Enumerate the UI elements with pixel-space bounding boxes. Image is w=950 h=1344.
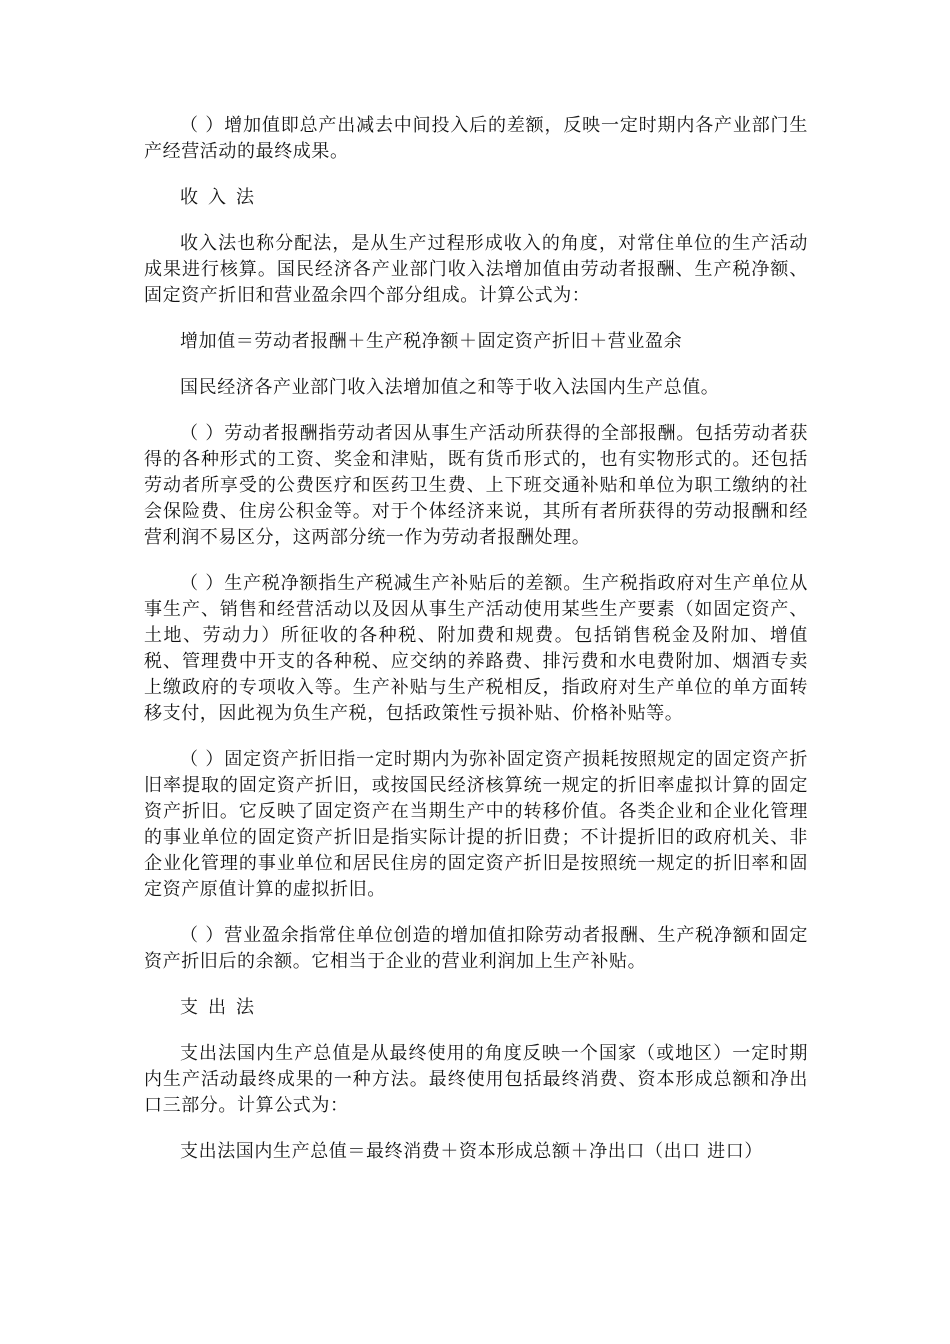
paragraph-income-method-gdp: 国民经济各产业部门收入法增加值之和等于收入法国内生产总值。 <box>180 377 720 398</box>
paragraph-net-production-tax: （ ）生产税净额指生产税减生产补贴后的差额。生产税指政府对生产单位从事生产、销售和经营活动以及因从事生产活动使用某些生产要素（如固定资产、土地、劳动力）所征收的各种税、附加费和规费。包括销售税金及附加、增值税、管理费中开支的各种税、应交纳的养路费、排污费和水电费附加、烟酒专卖上缴政府的专项收入等。生产补贴与生产税相反，指政府对生产单位的单方面转移支付，因此视为负生产税，包括政策性亏损补贴、价格补贴等。 <box>144 573 808 724</box>
paragraph-value-added-definition: （ ）增加值即总产出减去中间投入后的差额，反映一定时期内各产业部门生产经营活动的最终成果。 <box>144 115 808 162</box>
paragraph-fixed-asset-depreciation: （ ）固定资产折旧指一定时期内为弥补固定资产损耗按照规定的固定资产折旧率提取的固定资产折旧，或按国民经济核算统一规定的折旧率虚拟计算的固定资产折旧。它反映了固定资产在当期生产中的转移价值。各类企业和企业化管理的事业单位的固定资产折旧是指实际计提的折旧费；不计提折旧的政府机关、非企业化管理的事业单位和居民住房的固定资产折旧是按照统一规定的折旧率和固定资产原值计算的虚拟折旧。 <box>144 749 808 900</box>
paragraph-expenditure-method-intro: 支出法国内生产总值是从最终使用的角度反映一个国家（或地区）一定时期内生产活动最终成果的一种方法。最终使用包括最终消费、资本形成总额和净出口三部分。计算公式为： <box>144 1043 808 1116</box>
paragraph-labor-compensation: （ ）劳动者报酬指劳动者因从事生产活动所获得的全部报酬。包括劳动者获得的各种形式的工资、奖金和津贴，既有货币形式的，也有实物形式的。还包括劳动者所享受的公费医疗和医药卫生费、上下班交通补贴和单位为职工缴纳的社会保险费、住房公积金等。对于个体经济来说，其所有者所获得的劳动报酬和经营利润不易区分，这两部分统一作为劳动者报酬处理。 <box>144 423 808 548</box>
heading-expenditure-method: 支出法 <box>180 997 264 1018</box>
paragraph-income-method-intro: 收入法也称分配法，是从生产过程形成收入的角度，对常住单位的生产活动成果进行核算。国民经济各产业部门收入法增加值由劳动者报酬、生产税净额、固定资产折旧和营业盈余四个部分组成。计算公式为： <box>144 233 808 306</box>
formula-value-added: 增加值＝劳动者报酬＋生产税净额＋固定资产折旧＋营业盈余 <box>180 331 683 352</box>
document-body <box>144 113 808 1165</box>
paragraph-operating-surplus: （ ）营业盈余指常住单位创造的增加值扣除劳动者报酬、生产税净额和固定资产折旧后的余额。它相当于企业的营业利润加上生产补贴。 <box>144 925 808 972</box>
heading-income-method: 收入法 <box>180 187 264 208</box>
formula-expenditure-gdp: 支出法国内生产总值＝最终消费＋资本形成总额＋净出口（出口 进口） <box>180 1141 763 1162</box>
